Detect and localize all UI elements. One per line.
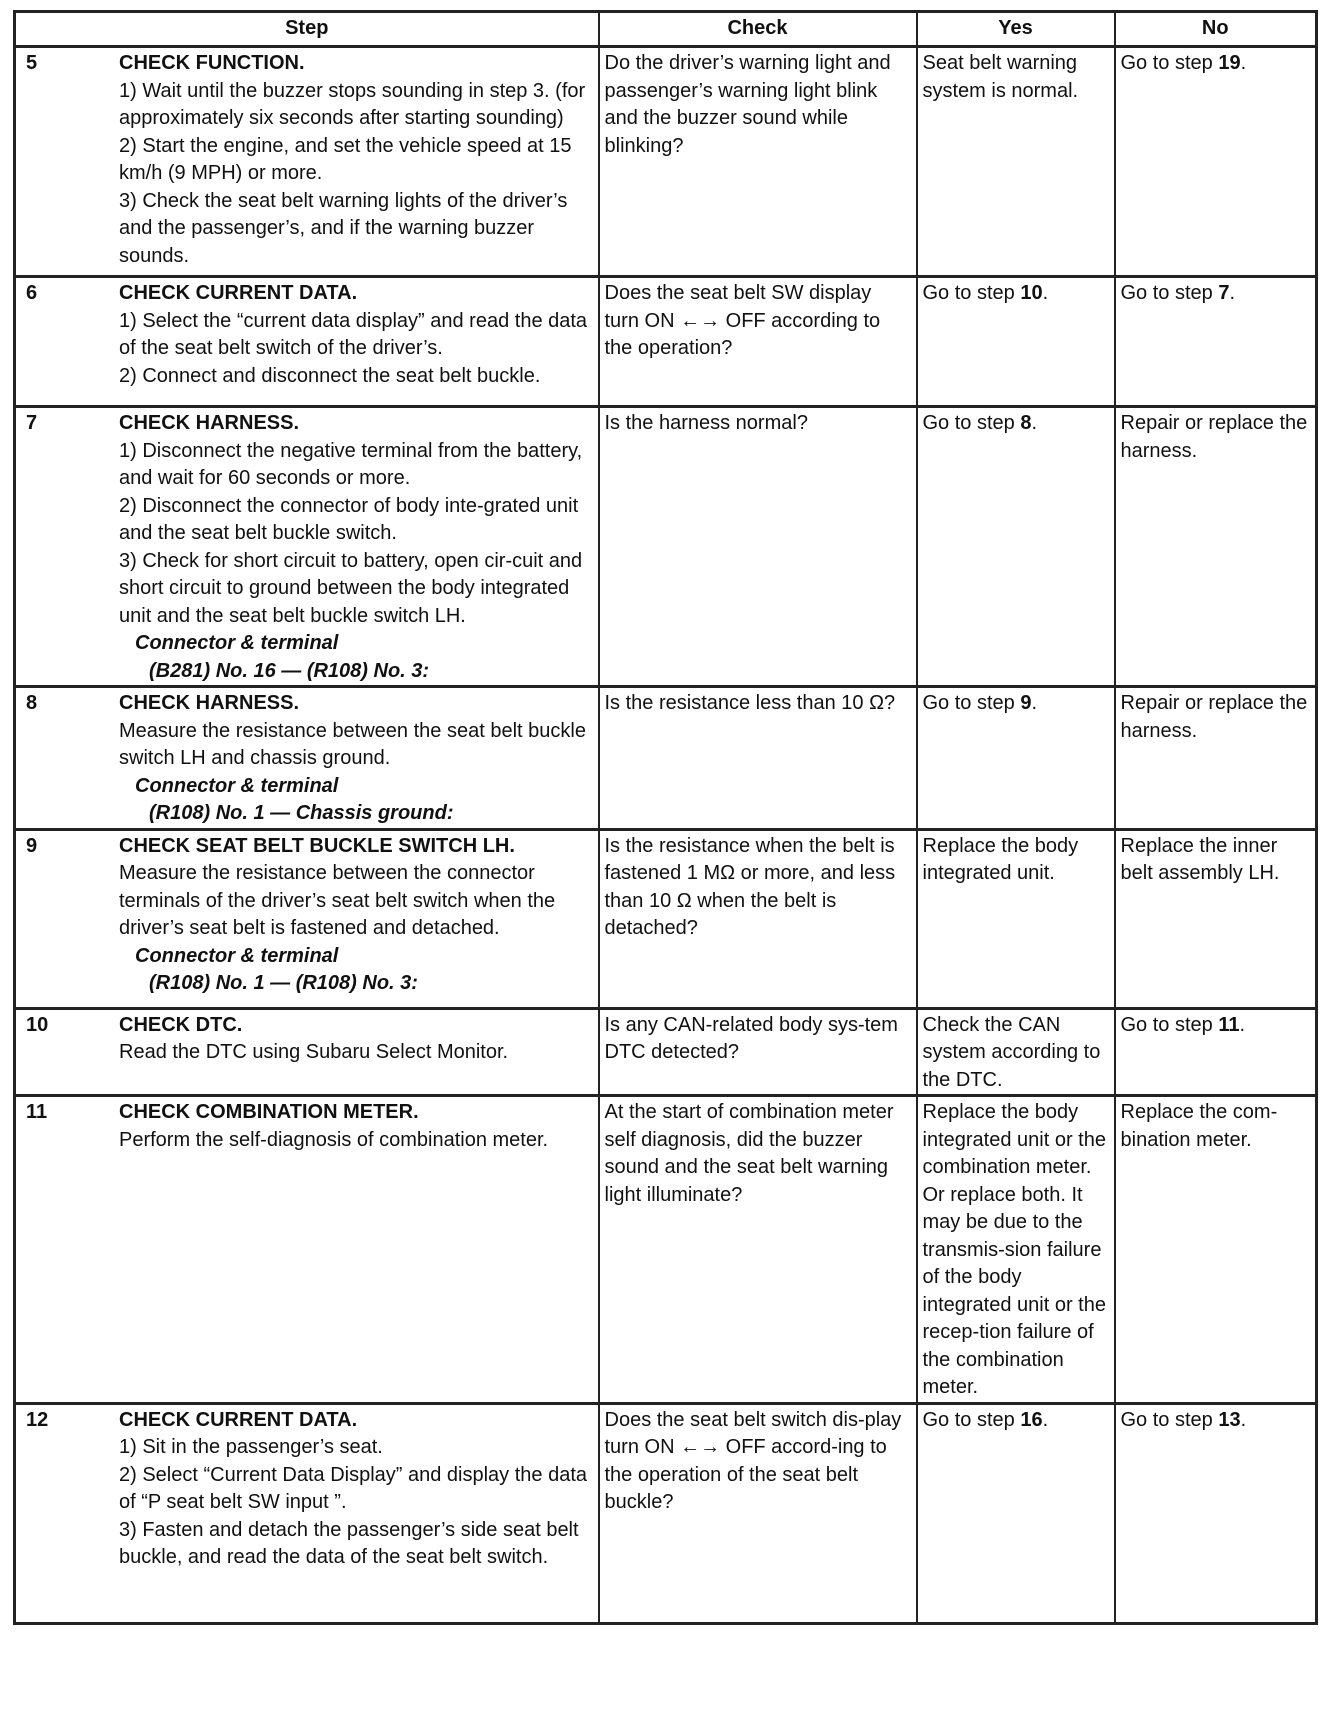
table-row (15, 1403, 1317, 1623)
check-cell: Is the resistance less than 10 Ω? (599, 687, 917, 830)
step-instruction: Perform the self-diagnosis of combination meter. (119, 1128, 549, 1151)
no-text: Go to step (1120, 282, 1219, 304)
step-instruction: 3) Fasten and detach the passenger’s side seat belt buckle, and read the data of the seat belt switch. (119, 1518, 579, 1568)
step-reference: 13 (1218, 1408, 1241, 1431)
no-text: Go to step (1120, 1408, 1219, 1431)
yes-text: Go to step (922, 412, 1021, 434)
step-title: CHECK CURRENT DATA. (119, 282, 358, 304)
step-cell (15, 277, 599, 407)
no-cell (1115, 1403, 1317, 1623)
check-cell: Is any CAN-related body sys-tem DTC detected? (599, 1008, 917, 1096)
connector-terminal-label: Connector & terminal (135, 774, 339, 797)
step-cell (15, 47, 599, 277)
check-cell: Do the driver’s warning light and passenger’s warning light blink and the buzzer sound while blinking? (599, 47, 917, 277)
header-yes: Yes (917, 12, 1115, 47)
step-reference: 16 (1020, 1408, 1043, 1431)
no-cell (1115, 1008, 1317, 1096)
step-cell (15, 687, 599, 830)
step-number: 11 (26, 1101, 48, 1123)
no-cell (1115, 47, 1317, 277)
check-cell: Does the seat belt SW display turn ON ←→ OFF according to the operation? (599, 277, 917, 407)
step-reference: 9 (1020, 692, 1032, 714)
yes-text: Go to step (922, 1408, 1021, 1431)
no-text-end: . (1239, 1013, 1246, 1036)
no-text: Go to step (1120, 52, 1219, 74)
step-instruction: Read the DTC using Subaru Select Monitor. (119, 1041, 509, 1063)
step-instruction: 3) Check the seat belt warning lights of the driver’s and the passenger’s, and if the warning buzzer sounds. (119, 189, 568, 267)
yes-cell: Replace the body integrated unit or the combination meter. Or replace both. It may be due to the transmis-sion failure of the body integrated unit or the recep-tion failure of the combination meter. (917, 1096, 1115, 1404)
yes-text: Go to step (922, 282, 1021, 304)
step-instruction: Measure the resistance between the connector terminals of the driver’s seat belt switch when the driver’s seat belt is fastened and detached. (119, 862, 556, 939)
yes-cell (917, 1403, 1115, 1623)
table-row (15, 47, 1317, 277)
step-title: CHECK FUNCTION. (119, 52, 305, 74)
no-cell (1115, 277, 1317, 407)
header-row (15, 12, 1317, 47)
step-title: CHECK COMBINATION METER. (119, 1101, 419, 1123)
connector-terminal-label: Connector & terminal (135, 632, 339, 654)
step-instruction: Measure the resistance between the seat belt buckle switch LH and chassis ground. (119, 719, 586, 769)
step-cell (15, 407, 599, 687)
no-cell: Replace the inner belt assembly LH. (1115, 829, 1317, 1008)
step-instruction: 2) Connect and disconnect the seat belt buckle. (119, 364, 541, 387)
yes-text: Go to step (922, 692, 1021, 714)
connector-terminal-value: (B281) No. 16 — (R108) No. 3: (149, 659, 430, 682)
no-cell: Repair or replace the harness. (1115, 687, 1317, 830)
step-instruction: 3) Check for short circuit to battery, open cir-cuit and short circuit to ground between the body integrated unit and the seat belt buckle switch LH. (119, 549, 583, 627)
step-reference: 10 (1020, 282, 1043, 304)
yes-text-end: . (1031, 692, 1038, 714)
no-text: Go to step (1120, 1013, 1219, 1036)
step-reference: 8 (1020, 412, 1032, 434)
step-cell (15, 829, 599, 1008)
yes-cell (917, 277, 1115, 407)
step-number: 6 (26, 282, 38, 304)
table-row (15, 407, 1317, 687)
table-row (15, 1096, 1317, 1404)
step-instruction: 2) Select “Current Data Display” and display the data of “P seat belt SW input ”. (119, 1463, 588, 1513)
connector-terminal-label: Connector & terminal (135, 944, 339, 967)
connector-terminal-value: (R108) No. 1 — (R108) No. 3: (149, 972, 418, 994)
check-cell: Is the resistance when the belt is fastened 1 MΩ or more, and less than 10 Ω when the belt is detached? (599, 829, 917, 1008)
step-title: CHECK DTC. (119, 1013, 243, 1036)
step-instruction: 1) Select the “current data display” and read the data of the seat belt switch of the driver’s. (119, 309, 588, 359)
check-cell: At the start of combination meter self diagnosis, did the buzzer sound and the seat belt warning light illuminate? (599, 1096, 917, 1404)
no-text-end: . (1240, 52, 1247, 74)
no-cell: Replace the com-bination meter. (1115, 1096, 1317, 1404)
step-reference: 11 (1218, 1013, 1240, 1036)
step-instruction: 1) Sit in the passenger’s seat. (119, 1436, 383, 1458)
no-text-end: . (1229, 282, 1236, 304)
step-instruction: 1) Wait until the buzzer stops sounding in step 3. (for approximately six seconds after starting sounding) (119, 79, 586, 129)
check-cell: Does the seat belt switch dis-play turn ON ←→ OFF accord-ing to the operation of the seat belt buckle? (599, 1403, 917, 1623)
table-row (15, 829, 1317, 1008)
header-no: No (1115, 12, 1317, 47)
yes-cell: Replace the body integrated unit. (917, 829, 1115, 1008)
step-cell (15, 1096, 599, 1404)
yes-text-end: . (1031, 412, 1038, 434)
step-cell (15, 1403, 599, 1623)
step-instruction: 2) Disconnect the connector of body inte-grated unit and the seat belt buckle switch. (119, 494, 579, 544)
step-reference: 19 (1218, 52, 1241, 74)
step-number: 12 (26, 1408, 49, 1431)
yes-cell (917, 407, 1115, 687)
step-instruction: 1) Disconnect the negative terminal from the battery, and wait for 60 seconds or more. (119, 439, 583, 489)
no-cell: Repair or replace the harness. (1115, 407, 1317, 687)
step-title: CHECK CURRENT DATA. (119, 1408, 358, 1431)
step-title: CHECK HARNESS. (119, 412, 300, 434)
step-number: 9 (26, 834, 38, 857)
step-instruction: 2) Start the engine, and set the vehicle speed at 15 km/h (9 MPH) or more. (119, 134, 572, 184)
step-number: 8 (26, 692, 38, 714)
header-step: Step (15, 12, 599, 47)
table-row (15, 277, 1317, 407)
diagnostic-table (13, 10, 1318, 1625)
table-row (15, 687, 1317, 830)
yes-cell (917, 687, 1115, 830)
no-text-end: . (1240, 1408, 1247, 1431)
connector-terminal-value: (R108) No. 1 — Chassis ground: (149, 802, 454, 824)
step-reference: 7 (1218, 282, 1230, 304)
step-number: 10 (26, 1013, 49, 1036)
table-row (15, 1008, 1317, 1096)
step-title: CHECK HARNESS. (119, 692, 300, 714)
check-cell: Is the harness normal? (599, 407, 917, 687)
step-title: CHECK SEAT BELT BUCKLE SWITCH LH. (119, 834, 515, 857)
step-cell (15, 1008, 599, 1096)
header-check: Check (599, 12, 917, 47)
yes-cell: Check the CAN system according to the DTC. (917, 1008, 1115, 1096)
yes-text-end: . (1042, 1408, 1049, 1431)
yes-text-end: . (1042, 282, 1049, 304)
yes-cell: Seat belt warning system is normal. (917, 47, 1115, 277)
step-number: 7 (26, 412, 38, 434)
step-number: 5 (26, 52, 38, 74)
